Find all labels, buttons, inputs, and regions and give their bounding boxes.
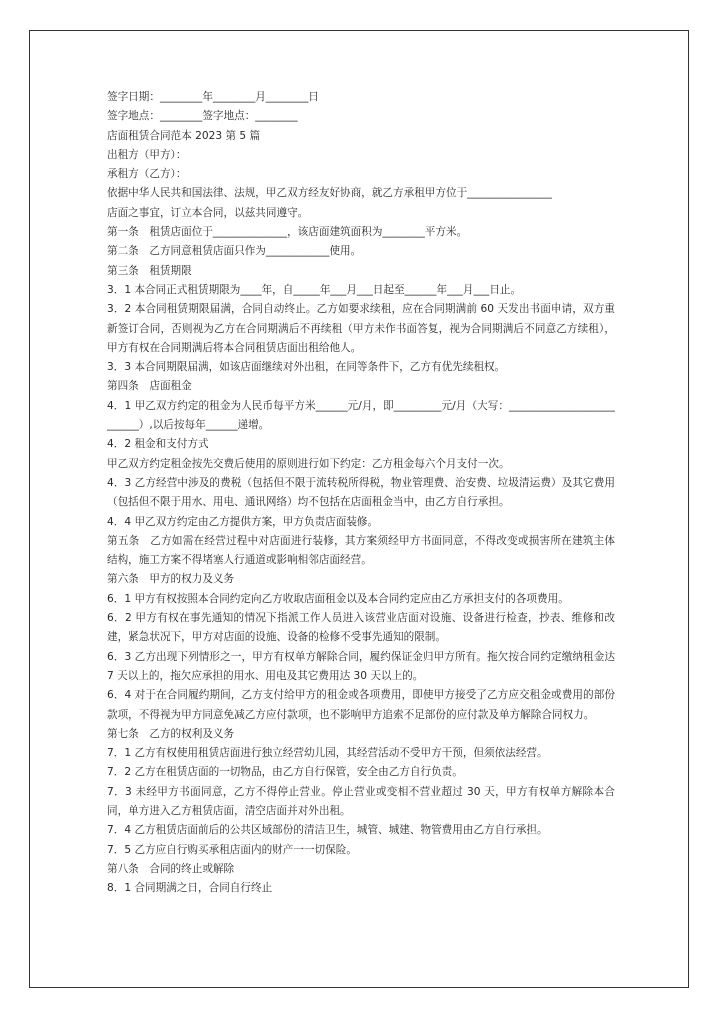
article-2: 第二条 乙方同意租赁店面只作为____________使用。 — [107, 245, 362, 258]
article-6-heading: 第六条 甲方的权力及义务 — [107, 573, 235, 586]
clause-6-3: 6．3 乙方出现下列情形之一，甲方有权单方解除合同，履约保证金归甲方所有。拖欠按合同约定缴纳租金达 7 天以上的，拖欠应承担的用水、用电及其它费用达 30 天以上的。 — [107, 650, 615, 682]
clause-4-2-detail: 甲乙双方约定租金按先交费后使用的原则进行如下约定：乙方租金每六个月支付一次。 — [107, 457, 510, 470]
clause-7-2: 7．2 乙方在租赁店面的一切物品，由乙方自行保管，安全由乙方自行负责。 — [107, 766, 463, 779]
preamble-line-1: 依据中华人民共和国法律、法规，甲乙双方经友好协商，就乙方承租甲方位于________________ — [107, 187, 552, 200]
preamble-line-2: 店面之事宜，订立本合同，以兹共同遵守。 — [107, 206, 309, 219]
signing-place-line: 签字地点：________签字地点：________ — [107, 110, 298, 123]
clause-4-1: 4．1 甲乙双方约定的租金为人民币每平方米______元/月，即_________元/月（大写：__________________________）,以后按每年______递增。 — [107, 399, 615, 432]
article-4-heading: 第四条 店面租金 — [107, 380, 192, 393]
clause-7-5: 7．5 乙方应自行购买承租店面内的财产一一切保险。 — [107, 843, 357, 856]
article-5: 第五条 乙方如需在经营过程中对店面进行装修，其方案须经甲方书面同意，不得改变或损害所在建筑主体结构，施工方案不得堵塞人行通道或影响相邻店面经营。 — [107, 534, 615, 567]
article-7-heading: 第七条 乙方的权利及义务 — [107, 727, 235, 740]
clause-8-1: 8．1 合同期满之日，合同自行终止 — [107, 882, 273, 895]
clause-3-1: 3．1 本合同正式租赁期限为____年，自_____年___月___日起至______年___月___日止。 — [107, 283, 522, 296]
clause-6-1: 6．1 甲方有权按照本合同约定向乙方收取店面租金以及本合同约定应由乙方承担支付的各项费用。 — [107, 592, 569, 605]
document-title: 店面租赁合同范本 2023 第 5 篇 — [107, 129, 261, 142]
article-1: 第一条 租赁店面位于______________，该店面建筑面积为________平方米。 — [107, 226, 468, 239]
clause-4-2: 4．2 租金和支付方式 — [107, 438, 209, 451]
clause-6-4: 6．4 对于在合同履约期间，乙方支付给甲方的租金或各项费用，即使甲方接受了乙方应交租金或费用的部份款项，不得视为甲方同意免减乙方应付款项，也不影响甲方追索不足部份的应付款及单方解除合同权力。 — [107, 689, 615, 721]
clause-4-4: 4．4 甲乙双方约定由乙方提供方案，甲方负责店面装修。 — [107, 515, 379, 528]
clause-6-2: 6．2 甲方有权在事先通知的情况下指派工作人员进入该营业店面对设施、设备进行检查，抄表、维修和改建，紧急状况下，甲方对店面的设施、设备的检修不受事先通知的限制。 — [107, 612, 615, 644]
clause-3-3: 3．3 本合同期限届满，如该店面继续对外出租，在同等条件下，乙方有优先续租权。 — [107, 361, 506, 374]
lessee-line: 承租方（乙方）： — [107, 168, 187, 181]
lessor-line: 出租方（甲方）： — [107, 148, 187, 161]
article-3-heading: 第三条 租赁期限 — [107, 264, 192, 277]
clause-4-3: 4．3 乙方经营中涉及的费税（包括但不限于流转税所得税，物业管理费、治安费、垃圾清运费）及其它费用（包括但不限于用水、用电、通讯网络）均不包括在店面租金当中，由乙方自行承担。 — [107, 476, 615, 509]
clause-3-2: 3．2 本合同租赁期限届满，合同自动终止。乙方如要求续租，应在合同期满前 60 天发出书面申请，双方重新签订合同，否则视为乙方在合同期满后不再续租（甲方未作书面答复，视为合同期满后不同意乙方续租），甲方有权在合同期满后将本合同租赁店面出租给他人。 — [107, 303, 615, 354]
clause-7-3: 7．3 未经甲方书面同意，乙方不得停止营业。停止营业或变相不营业超过 30 天，甲方有权单方解除本合同，单方进入乙方租赁店面，清空店面并对外出租。 — [107, 785, 615, 817]
contract-body — [107, 88, 615, 898]
clause-7-4: 7．4 乙方租赁店面前后的公共区域部份的清洁卫生，城管、城建、物管费用由乙方自行承担。 — [107, 824, 548, 837]
clause-7-1: 7．1 乙方有权使用租赁店面进行独立经营幼儿园，其经营活动不受甲方干预，但须依法经营。 — [107, 747, 548, 760]
signing-date-line: 签字日期：________年________月________日 — [107, 91, 319, 103]
article-8-heading: 第八条 合同的终止或解除 — [107, 862, 235, 875]
